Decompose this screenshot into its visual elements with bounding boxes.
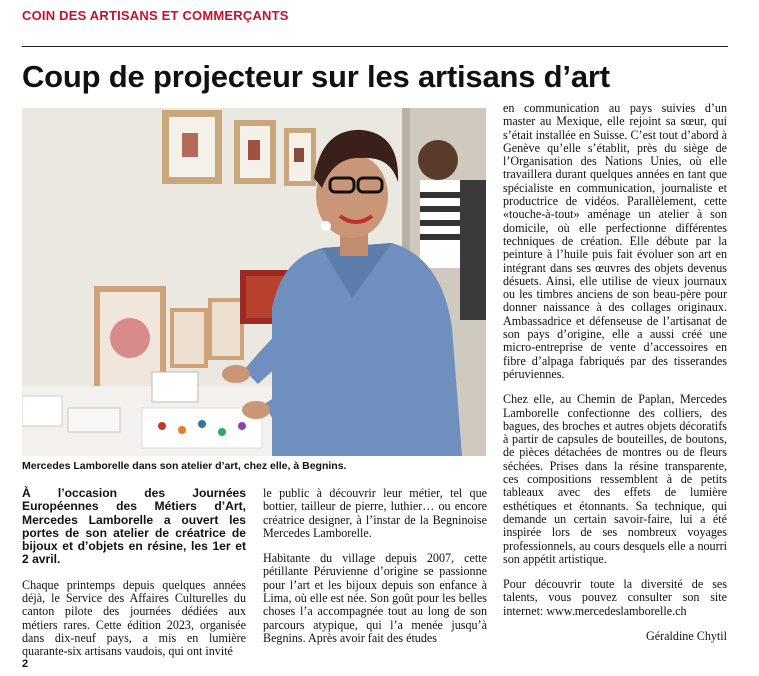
article-column-3 [503, 102, 727, 643]
author-byline: Géraldine Chytil [646, 628, 727, 643]
article-column-1 [22, 487, 246, 671]
section-kicker: COIN DES ARTISANS ET COMMERÇANTS [22, 8, 289, 23]
article-column-2 [263, 487, 487, 657]
paragraph: en communication au pays suivies d’un master au Mexique, elle rejoint sa sœur, qui s’était installée en Suisse. C’est tout d’abord à Genève qu’elle s’établit, près du siège de l’Organisation des Nations Unies, où elle travaillera durant quelques années en tant que spécialiste en communication, journaliste et productrice de vidéos. Parallèlement, cette «touche-à-tout» aménage un atelier à son domicile, où elle perfectionne différentes techniques de création. Elle débute par la peinture à l’huile puis fait évoluer son art en intégrant dans ses œuvres des objets devenus désuets. Ainsi, elle utilise de vieux journaux ou les timbres anciens de son beau-père pour donner naissance à des collages originaux. Ambassadrice et défenseuse de l’artisanat de son pays d’origine, elle a aussi créé une micro-entreprise de vente d’accessoires en fibre d’alpaga fabriqués par des tisserandes péruviennes. [503, 101, 727, 381]
header-rule [22, 46, 728, 47]
article-lead: À l’occasion des Journées Européennes des Métiers d’Art, Mercedes Lamborelle a ouvert les portes de son atelier de créatrice de bijoux et d’objets en résine, les 1er et 2 avril. [22, 486, 246, 567]
paragraph: Chez elle, au Chemin de Paplan, Mercedes Lamborelle confectionne des colliers, des bagues, des broches et autres objets décoratifs à partir de capsules de bouteilles, de boutons, de pièces détachées de montres ou de fleurs séchées. Prises dans la résine transparente, ces compositions ressemblent à de petits tableaux avec des effets de lumière esthétiques et étonnants. Sa technique, qui demande un certain savoir-faire, lui a été inspirée lors de ses nombreux voyages professionnels, au cours desquels elle a nourri son appétit artistique. [503, 392, 727, 566]
photo-caption: Mercedes Lamborelle dans son atelier d’art, chez elle, à Begnins. [22, 460, 347, 472]
artisan-photo [22, 108, 486, 456]
page-number: 2 [22, 658, 29, 670]
article-headline: Coup de projecteur sur les artisans d’art [22, 59, 610, 94]
paragraph: Chaque printemps depuis quelques années déjà, le Service des Affaires Culturelles du canton pilote des journées dédiées aux métiers rares. Cette édition 2023, organisée dans dix-neuf pays, a mis en lumière quarante-six artisans vaudois, qui ont invité [22, 577, 246, 659]
paragraph: Pour découvrir toute la diversité de ses talents, vous pouvez consulter son site internet: www.mercedeslamborelle.ch [503, 577, 727, 618]
paragraph: Habitante du village depuis 2007, cette pétillante Péruvienne d’origine se passionne pour l’art et les bijoux depuis son enfance à Lima, où elle est née. Son goût pour les belles choses l’a accompagnée tout au long de son parcours atypique, qui l’a menée jusqu’à Begnins. Après avoir fait des études [263, 551, 487, 645]
paragraph: le public à découvrir leur métier, tel que bottier, tailleur de pierre, luthier… ou encore créatrice designer, à l’instar de la Begninoise Mercedes Lamborelle. [263, 486, 487, 540]
